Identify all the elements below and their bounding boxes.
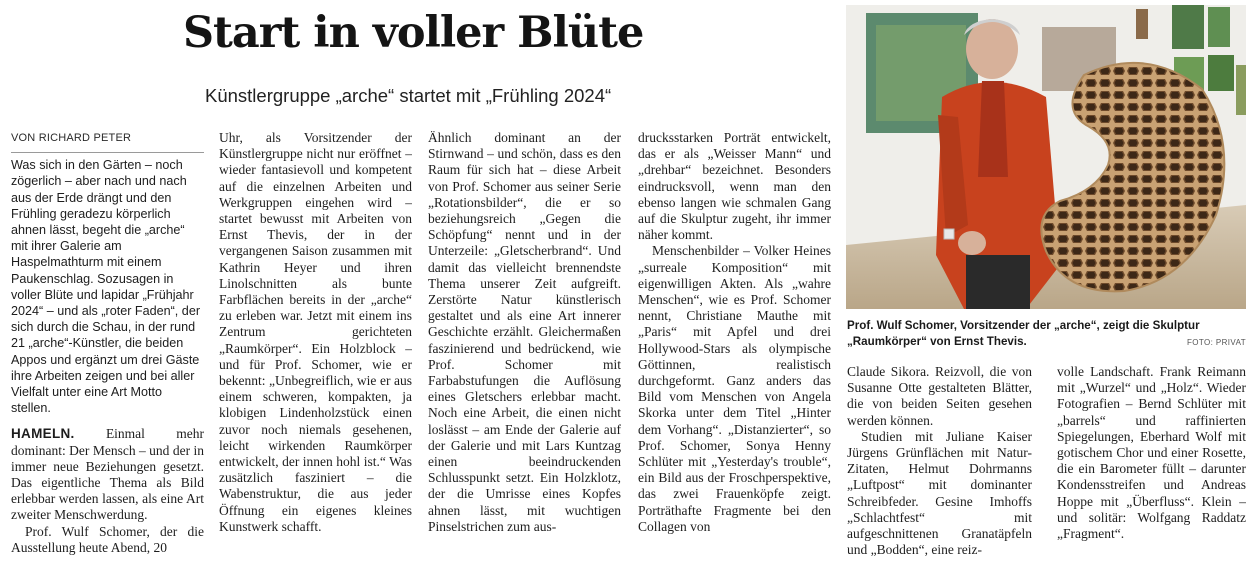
article-photo (846, 5, 1246, 309)
article-column-5 (847, 364, 1032, 560)
body-text: Einmal mehr dominant: Der Mensch – und der in immer neue Beziehungen gesetzt. Das eigentliche Thema als Bild erlebbar werden lassen, als eine Art zweiter Menschwerdung. (11, 426, 204, 523)
body-paragraph: drucksstarken Porträt entwickelt, das er als „Weisser Mann“ und „drehbar“ bezeichnet. Besonders eindrucksvoll, wenn man den ebenso langen wie schmalen Gang auf die Skulptur zugeht, ihr immer näher kommt. (638, 130, 831, 243)
dateline: HAMELN. (11, 426, 75, 442)
photo-caption: Prof. Wulf Schomer, Vorsitzender der „arche“, zeigt die Skulptur „Raumkörper“ von Ernst Thevis. (847, 319, 1200, 348)
photo-credit: FOTO: PRIVAT (1186, 338, 1246, 347)
article-column-6 (1057, 364, 1246, 560)
headline: Start in voller Blüte (183, 8, 644, 58)
body-paragraph: Prof. Wulf Schomer, der die Ausstellung heute Abend, 20 (11, 523, 204, 555)
body-paragraph (11, 426, 204, 523)
photo-illustration (846, 5, 1246, 309)
body-paragraph: Claude Sikora. Reizvoll, die von Susanne Otte gestalteten Blätter, die von beiden Seiten gesehen werden können. (847, 364, 1032, 428)
body-paragraph: volle Landschaft. Frank Reimann mit „Wurzel“ und „Holz“. Wieder Fotografien – Bernd Schlüter mit „barrels“ und raffinierten Spiegelungen, Eberhard Wolf mit gotischem Chor und einer Rosette, die ein Barometer füllt – darunter Kondensstreifen und Andreas Hoppe mit „Überfluss“. Klein – und solitär: Wolfgang Raddatz „Fragment“. (1057, 364, 1246, 542)
intro-paragraph: Was sich in den Gärten – noch zögerlich – aber nach und nach aus der Erde drängt und den Frühling geradezu körperlich ahnen lässt, begeht die „arche“ mit ihrer Galerie am Haspelmathturm mit einem Paukenschlag. Sozusagen in voller Blüte und lapidar „Frühjahr 2024“ – und als „roter Faden“, der sich durch die Schau, in der rund 21 „arche“-Künstler, die beiden Appos und ergänzt um drei Gäste ihre Arbeiten zeigen und bei aller Vielfalt unter eine Art Motto stellen. (11, 158, 201, 416)
body-paragraph: Ähnlich dominant an der Stirnwand – und schön, dass es den Raum für sich hat – diese Arbeit von Prof. Schomer aus seiner Serie „Rotationsbilder“, die er so beziehungsreich „Gegen die Schöpfung“ nennt und in der Unterzeile: „Gletscherbrand“. Und damit das vielleicht brennendste Thema unserer Zeit aufgreift. Zerstörte Natur künstlerisch gestaltet und als eine Art innerer Geschichte erzählt. Gleichermaßen faszinierend und bedrückend, wie Prof. Schomer mit Farbabstufungen die Auflösung eines Gletschers erlebbar macht. Noch eine Arbeit, die einen nicht loslässt – am Ende der Galerie auf der Galerie und mit Lars Kuntzag einen beeindruckenden Schlusspunkt setzt. Ein Holzklotz, der die Umrisse eines Kopfes ahnen lässt, mit wuchtigen Pinselstrichen zum aus- (428, 130, 621, 534)
article-column-4 (638, 130, 831, 560)
article-column-3 (428, 130, 621, 560)
subheadline: Künstlergruppe „arche“ startet mit „Frühling 2024“ (205, 85, 612, 106)
body-paragraph: Menschenbilder – Volker Heines „surreale Komposition“ mit eigenwilligen Akten. Als „wahre Menschen“, wie es Prof. Schomer nennt, Christiane Mauthe mit „Paris“ mit Apfel und drei Hollywood-Stars als olympische Göttinnen, realistisch durchgeformt. Ganz anders das Bild vom Menschen von Angela Skorka unter dem Titel „Hinter dem Vorhang“. „Distanzierter“, so Prof. Schomer, Sonya Henny Schlüter mit „Yesterday's trouble“, ein Bild aus der Froschperspektive, das zwei Frauenköpfe zeigt. Porträthafte Fragmente bei den Collagen von (638, 243, 831, 534)
article-column-2 (219, 130, 412, 560)
byline: VON RICHARD PETER (11, 130, 204, 153)
body-paragraph: Studien mit Juliane Kaiser Jürgens Grünflächen mit Natur-Zitaten, Helmut Dohrmanns „Luftpost“ mit dominanter Schreibfeder. Gesine Imhoffs „Schlachtfest“ mit aufgeschnittenen Granatäpfeln und „Bodden“, eine reiz- (847, 428, 1032, 558)
article-column-1 (11, 130, 204, 560)
body-paragraph: Uhr, als Vorsitzender der Künstlergruppe nicht nur eröffnet – wieder fantasievoll und kompetent auf die einzelnen Arbeiten und Werkgruppen eingehen wird – startet bewusst mit Arbeiten von Ernst Thevis, der in der vergangenen Saison zusammen mit Kathrin Heyer und ihren Linolschnitten als bunte Farbflächen bereits in der „arche“ zu erleben war. Jetzt mit einem ins Zentrum gerichteten „Raumkörper“. Ein Holzblock – und für Prof. Schomer, wie er bekennt: „Unbegreiflich, wie er aus einem schweren, kompakten, ja klobigen Lindenholzstück einen zuvor noch niemals gesehenen, leicht wirkenden Raumkörper entwickelt, der innen hohl ist.“ Was zusätzlich fasziniert – die Wabenstruktur, die aus jeder Öffnung ein eigenes kleines Kunstwerk schafft. (219, 130, 412, 534)
